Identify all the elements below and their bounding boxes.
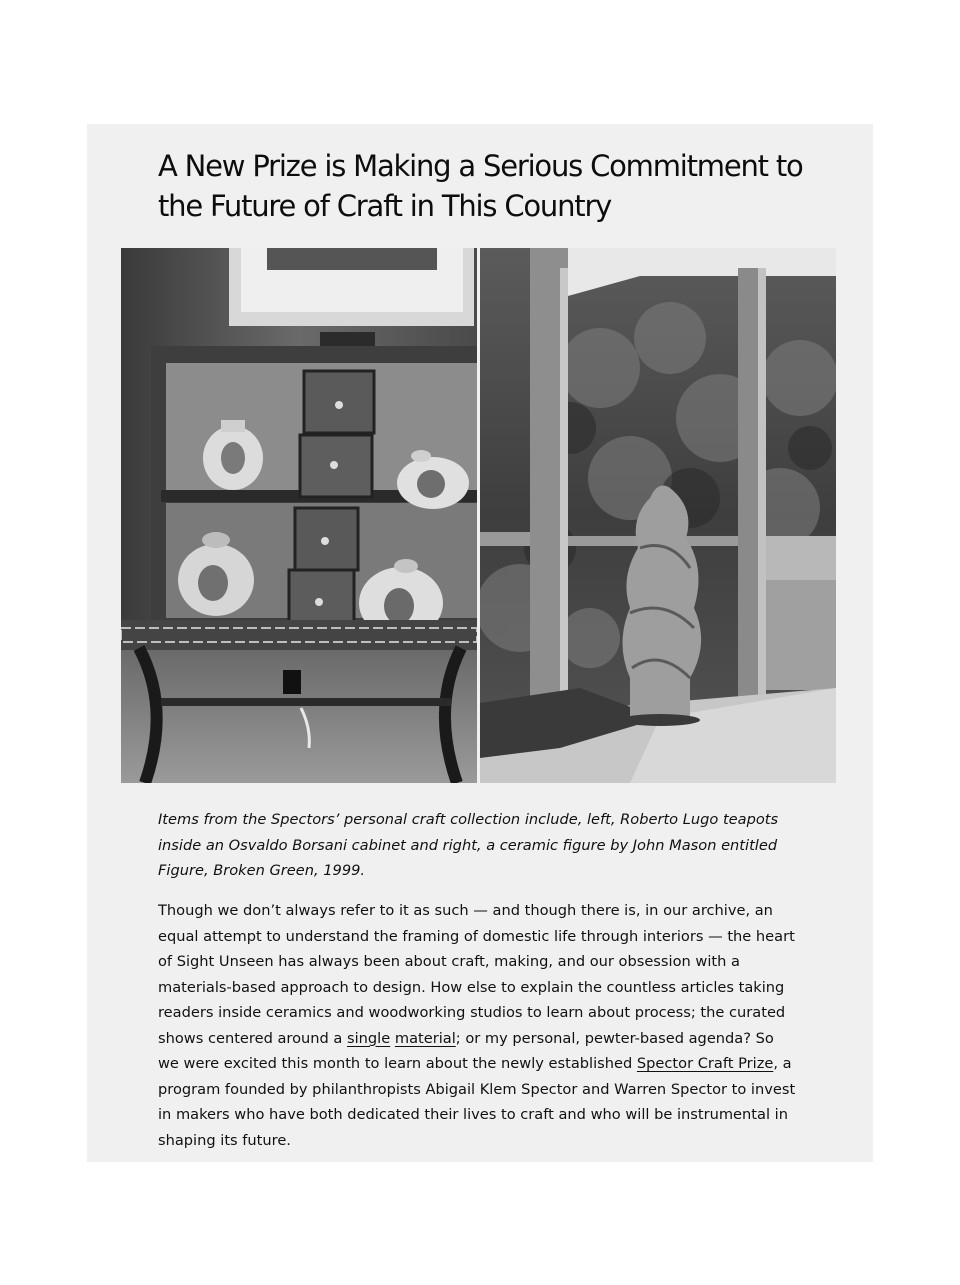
body-text-segment-1: Though we don’t always refer to it as such — and though there is, in our archive, an equal attempt to understand the framing of domestic life through interiors — the heart of Sight Unseen has always been about craft, making, and our obsession with a materials-based approach to design. How else to explain the countless articles taking readers inside ceramics and woodworking studios to learn about process; the curated shows centered around a (158, 902, 795, 1047)
ceramic-figure-image (480, 248, 836, 783)
cabinet-teapots-image (121, 248, 477, 783)
photo-caption: Items from the Spectors’ personal craft collection include, left, Roberto Lugo teapots inside an Osvaldo Borsani cabinet and right, a ceramic figure by John Mason entitled Figure, Broken Green, 1999. (158, 811, 779, 879)
ceramic-figure-photo[interactable] (480, 248, 836, 783)
link-material[interactable]: material (394, 1029, 456, 1047)
body-text-segment-2: ; or my personal, pewter-based agenda? So we were excited this month to learn about the newly established (158, 1029, 774, 1072)
link-single[interactable]: single (347, 1029, 391, 1047)
photo-pair (121, 248, 836, 783)
body-text-segment-3: , a program founded by philanthropists Abigail Klem Spector and Warren Spector to invest in makers who have both dedicated their lives to craft and who will be instrumental in shaping its future. (158, 1055, 796, 1149)
link-spector-craft-prize[interactable]: Spector Craft Prize (636, 1055, 774, 1072)
article-body-paragraph (158, 898, 798, 1153)
cabinet-teapots-photo[interactable] (121, 248, 477, 783)
article-title: A New Prize is Making a Serious Commitment to the Future of Craft in This Country (158, 149, 803, 223)
